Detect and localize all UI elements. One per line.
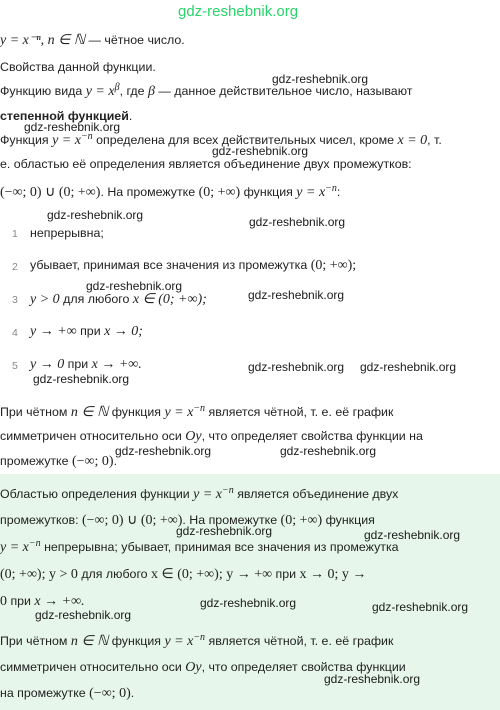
answer-line-6: При чётном n ∈ ℕ функция $y = x^{-n}$ является чётной, т. е. её график	[0, 632, 394, 650]
answer-line-5: 0 при x → +∞.	[0, 594, 85, 609]
props-title: Свойства данной функции.	[0, 60, 156, 74]
header-line: y = x⁻ⁿ, n ∈ ℕ — чётное число.	[0, 33, 185, 48]
answer-line-7: симметричен относительно оси Oy, что определяет свойства функции	[0, 660, 406, 675]
watermark-top: gdz-reshebnik.org	[178, 3, 299, 20]
watermark: gdz-reshebnik.org	[364, 528, 461, 542]
even-line-2: симметричен относительно оси Oy, что определяет свойства функции на	[0, 429, 423, 444]
answer-line-3: $y = x^{-n}$ непрерывна; убывает, принимая все значения из промежутка	[0, 538, 399, 556]
list-item: непрерывна;	[30, 226, 104, 240]
watermark: gdz-reshebnik.org	[176, 524, 273, 538]
list-item-number: 5	[12, 360, 18, 372]
watermark: gdz-reshebnik.org	[35, 608, 132, 622]
list-item-number: 1	[12, 228, 18, 240]
definition-term: степенной функцией.	[0, 109, 133, 123]
watermark: gdz-reshebnik.org	[200, 596, 297, 610]
watermark: gdz-reshebnik.org	[47, 208, 144, 222]
list-item: y → 0 при x → +∞.	[30, 357, 142, 372]
answer-line-1: Областью определения функции $y = x^{-n}$ является объединение двух	[0, 485, 399, 503]
watermark: gdz-reshebnik.org	[24, 120, 121, 134]
list-item-number: 2	[12, 261, 18, 273]
list-item-number: 4	[12, 327, 18, 339]
domain-line-3: (−∞; 0) ∪ (0; +∞). На промежутке (0; +∞) функция $y = x^{-n}$:	[0, 183, 341, 201]
list-item: y > 0 для любого x ∈ (0; +∞);	[30, 292, 207, 307]
watermark: gdz-reshebnik.org	[86, 279, 183, 293]
list-item: убывает, принимая все значения из промежутка (0; +∞);	[30, 258, 357, 273]
watermark: gdz-reshebnik.org	[372, 600, 469, 614]
domain-line-2: е. областью её определения является объединение двух промежутков:	[0, 157, 412, 171]
domain-line-1: Функция $y = x^{-n}$ определена для всех действительных чисел, кроме x = 0, т.	[0, 131, 442, 149]
watermark: gdz-reshebnik.org	[324, 672, 421, 686]
watermark: gdz-reshebnik.org	[280, 444, 377, 458]
watermark: gdz-reshebnik.org	[248, 360, 345, 374]
even-line-3: промежутке (−∞; 0).	[0, 454, 118, 469]
definition-line: Функцию вида $y = x^\beta$, где β — данное действительное число, называют	[0, 82, 413, 100]
watermark: gdz-reshebnik.org	[249, 215, 346, 229]
even-line-1: При чётном n ∈ ℕ функция $y = x^{-n}$ является чётной, т. е. её график	[0, 403, 394, 421]
answer-line-8: на промежутке (−∞; 0).	[0, 686, 135, 701]
watermark: gdz-reshebnik.org	[248, 288, 345, 302]
answer-line-2: промежутков: (−∞; 0) ∪ (0; +∞). На промежутке (0; +∞) функция	[0, 513, 375, 528]
list-item-number: 3	[12, 294, 18, 306]
watermark: gdz-reshebnik.org	[212, 144, 309, 158]
watermark: gdz-reshebnik.org	[272, 72, 369, 86]
list-item: y → +∞ при x → 0;	[30, 324, 143, 339]
watermark: gdz-reshebnik.org	[360, 360, 457, 374]
watermark: gdz-reshebnik.org	[115, 444, 212, 458]
answer-line-4: (0; +∞); y > 0 для любого x ∈ (0; +∞); y → +∞ при x → 0; y →	[0, 567, 367, 582]
watermark: gdz-reshebnik.org	[33, 372, 130, 386]
